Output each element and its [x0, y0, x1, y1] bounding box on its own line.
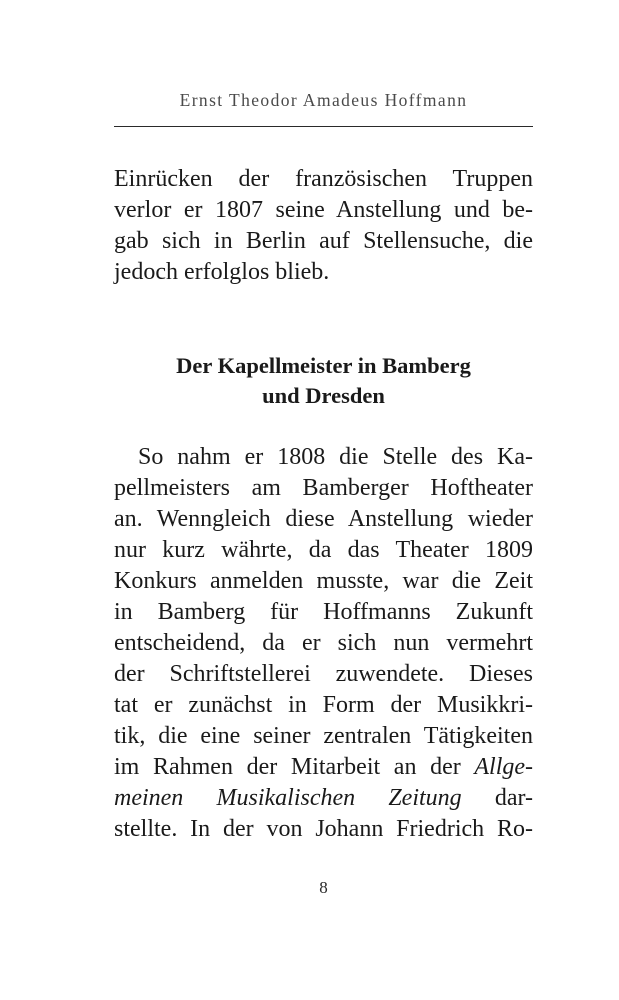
journal-title-italic: Allge-	[474, 754, 533, 780]
journal-title-italic: meinen Musikalischen Zeitung	[114, 785, 462, 811]
text-line	[114, 752, 533, 783]
section-heading-line: Der Kapellmeister in Bamberg	[176, 353, 471, 378]
text-line: tat er zunächst in Form der Musikkri-	[114, 692, 533, 718]
header-rule	[114, 126, 533, 127]
running-head: Ernst Theodor Amadeus Hoffmann	[179, 90, 468, 110]
text-line: verlor er 1807 seine Anstellung und be-	[114, 197, 533, 223]
text-line: Einrücken der französischen Truppen	[114, 166, 533, 192]
text-line: tik, die eine seiner zentralen Tätigkeiten	[114, 723, 533, 749]
text-line	[114, 783, 533, 814]
text-line: stellte. In der von Johann Friedrich Ro-	[114, 816, 533, 842]
text-span: im Rahmen der Mitarbeit an der	[114, 754, 475, 780]
text-line: Konkurs anmelden musste, war die Zeit	[114, 568, 533, 594]
text-line: gab sich in Berlin auf Stellensuche, die	[114, 228, 533, 254]
text-line: So nahm er 1808 die Stelle des Ka-	[138, 444, 533, 470]
text-line: jedoch erfolglos blieb.	[114, 259, 330, 285]
text-line: pellmeisters am Bamberger Hoftheater	[114, 475, 533, 501]
page-number: 8	[319, 878, 328, 897]
text-span: dar-	[461, 785, 533, 811]
text-line: der Schriftstellerei zuwendete. Dieses	[114, 661, 533, 687]
text-line: an. Wenngleich diese Anstellung wieder	[114, 506, 533, 532]
section-heading-line: und Dresden	[262, 383, 385, 408]
text-line: nur kurz währte, da das Theater 1809	[114, 537, 533, 563]
text-line: entscheidend, da er sich nun vermehrt	[114, 630, 533, 656]
text-line: in Bamberg für Hoffmanns Zukunft	[114, 599, 533, 625]
